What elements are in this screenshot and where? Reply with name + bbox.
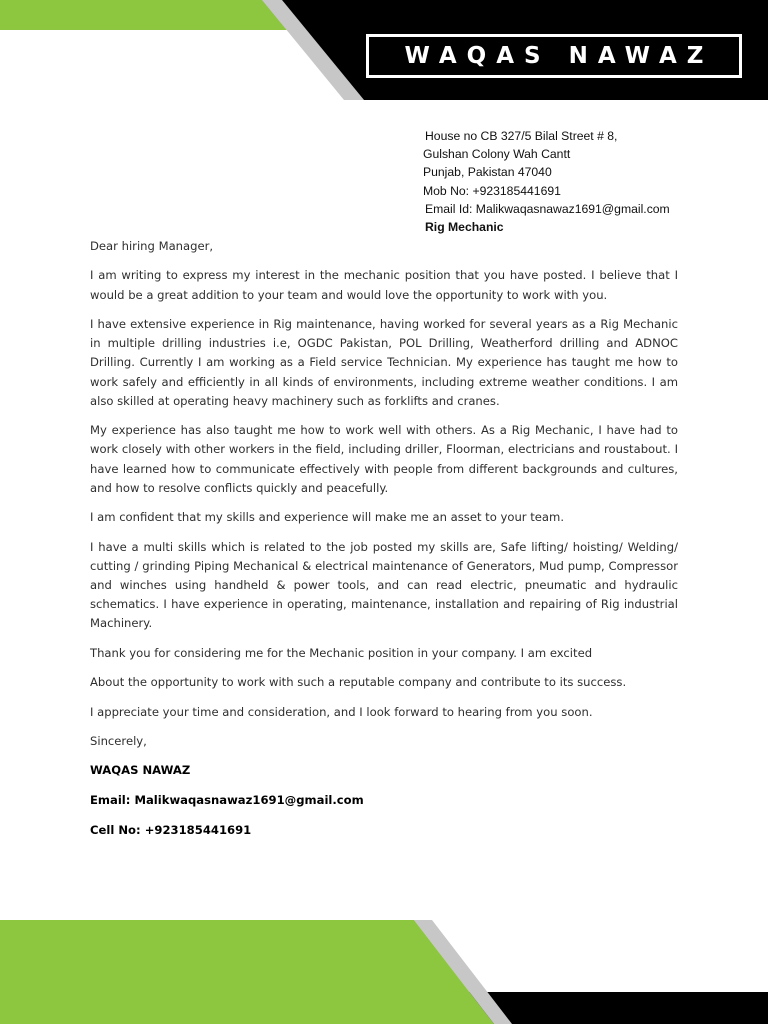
paragraph-interest: I am writing to express my interest in the mechanic position that you have posted. I believe that I would be a great addition to your team and would love the opportunity to work with you. bbox=[90, 268, 678, 302]
paragraph-opportunity: About the opportunity to work with such a reputable company and contribute to its success. bbox=[90, 675, 627, 690]
address-line-3: Punjab, Pakistan 47040 bbox=[423, 165, 552, 180]
signature-cell: Cell No: +923185441691 bbox=[90, 822, 252, 837]
footer-banner bbox=[0, 920, 768, 1024]
salutation: Dear hiring Manager, bbox=[90, 239, 214, 253]
footer-black-shape bbox=[466, 992, 768, 1024]
paragraph-confidence: I am confident that my skills and experience will make me an asset to your team. bbox=[90, 510, 565, 525]
paragraph-skills: I have a multi skills which is related to the job posted my skills are, Safe lifting/ hoisting/ Welding/ cutting / grinding Piping Mechanical & electrical maintenance of Generators, Mud pump, Compressor and winches using handheld & power tools, and can read electric, pneumatic and hydraulic schematics. I have experience in operating, maintenance, installation and repairing of Rig industrial Machinery. bbox=[90, 539, 678, 631]
signature-name: WAQAS NAWAZ bbox=[90, 763, 191, 778]
mobile-number: Mob No: +923185441691 bbox=[423, 183, 561, 198]
contact-block bbox=[423, 127, 743, 236]
closing: Sincerely, bbox=[90, 733, 147, 748]
footer-green-shape bbox=[0, 920, 494, 1024]
address-line-2: Gulshan Colony Wah Cantt bbox=[423, 147, 571, 162]
header-green-shape bbox=[0, 0, 302, 30]
job-role: Rig Mechanic bbox=[425, 219, 504, 234]
signature-email: Email: Malikwaqasnawaz1691@gmail.com bbox=[90, 793, 364, 808]
paragraph-experience: I have extensive experience in Rig maintenance, having worked for several years as a Rig Mechanic in multiple drilling industries i.e, OGDC Pakistan, POL Drilling, Weatherford drilling and ADNOC Drilling. Currently I am working as a Field service Technician. My experience has taught me how to work safely and efficiently in all kinds of environments, including extreme weather conditions. I am also skilled at operating heavy machinery such as forklifts and cranes. bbox=[90, 316, 678, 408]
email-address: Email Id: Malikwaqasnawaz1691@gmail.com bbox=[425, 201, 670, 216]
paragraph-teamwork: My experience has also taught me how to work well with others. As a Rig Mechanic, I have had to work closely with other workers in the field, including driller, Floorman, electricians and roustabout. I have learned how to communicate effectively with people from different backgrounds and cultures, and how to resolve conflicts quickly and peacefully. bbox=[90, 423, 678, 495]
name-banner bbox=[366, 34, 742, 78]
paragraph-appreciation: I appreciate your time and consideration, and I look forward to hearing from you soon. bbox=[90, 704, 593, 719]
paragraph-thanks: Thank you for considering me for the Mechanic position in your company. I am excited bbox=[90, 645, 593, 660]
candidate-name: WAQAS NAWAZ bbox=[404, 43, 714, 69]
letter-body bbox=[90, 237, 678, 850]
address-line-1: House no CB 327/5 Bilal Street # 8, bbox=[425, 129, 618, 143]
